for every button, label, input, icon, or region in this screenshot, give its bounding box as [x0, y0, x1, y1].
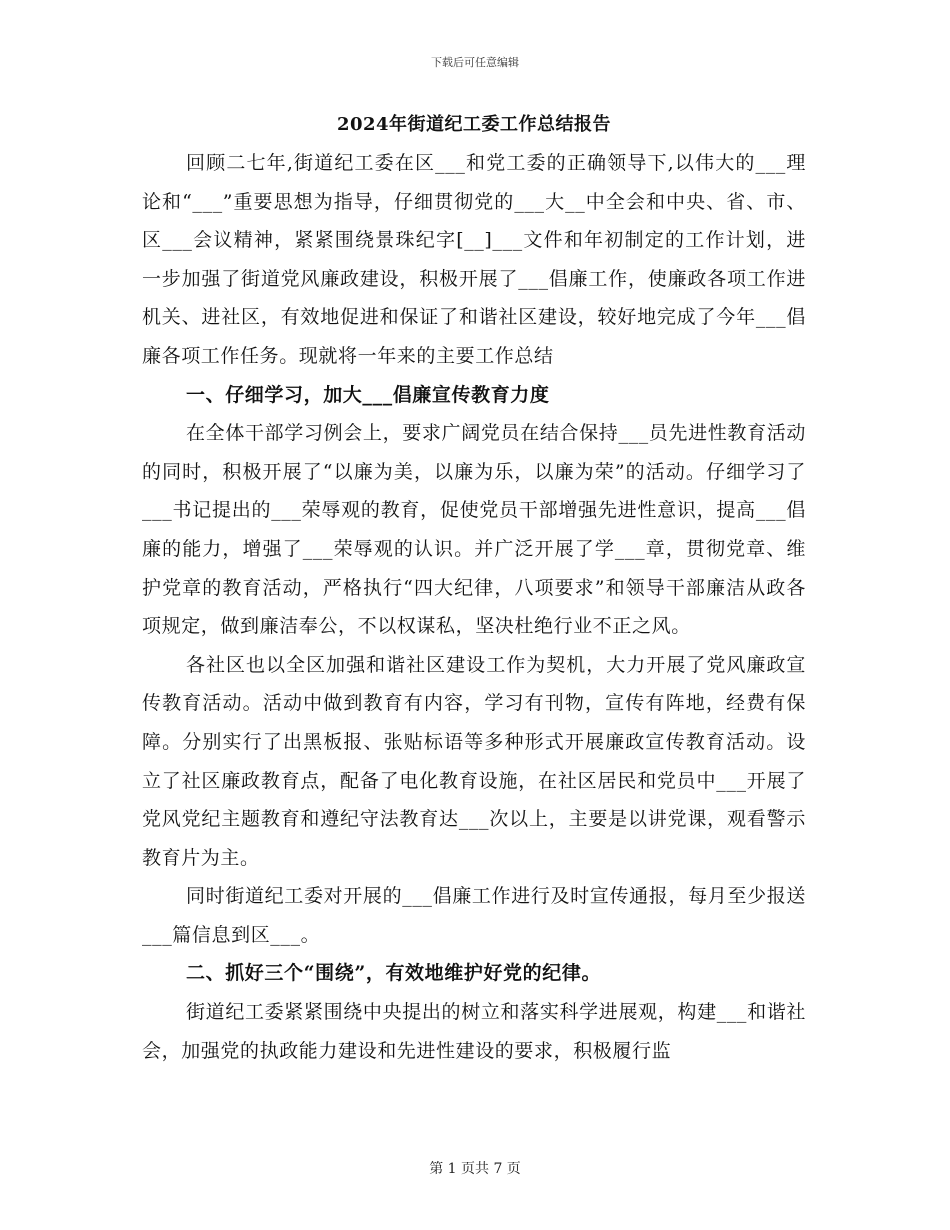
page-header-note: 下载后可任意编辑 — [431, 56, 519, 69]
section-2-heading: 二、抓好三个“围绕”，有效地维护好党的纪律。 — [186, 962, 602, 985]
document-body — [142, 110, 806, 1070]
document-title: 2024年街道纪工委工作总结报告 — [336, 114, 612, 135]
section-1-paragraph-1: 在全体干部学习例会上，要求广阔党员在结合保持___员先进性教育活动的同时，积极开展了“以廉为美，以廉为乐，以廉为荣”的活动。仔细学习了___书记提出的___荣辱观的教育，促使党员干部增强先进性意识，提高___倡廉的能力，增强了___荣辱观的认识。并广泛开展了学___章，贯彻党章、维护党章的教育活动，严格执行“四大纪律，八项要求”和领导干部廉洁从政各项规定，做到廉洁奉公，不以权谋私，坚决杜绝行业不正之风。 — [142, 422, 806, 638]
intro-paragraph: 回顾二七年,街道纪工委在区___和党工委的正确领导下,以伟大的___理论和“___”重要思想为指导，仔细贯彻党的___大__中全会和中央、省、市、区___会议精神，紧紧围绕景珠纪字[__]___文件和年初制定的工作计划，进一步加强了街道党风廉政建设，积极开展了___倡廉工作，使廉政各项工作进机关、进社区，有效地促进和保证了和谐社区建设，较好地完成了今年___倡廉各项工作任务。现就将一年来的主要工作总结 — [142, 152, 806, 367]
section-1-paragraph-3: 同时街道纪工委对开展的___倡廉工作进行及时宣传通报，每月至少报送___篇信息到区___。 — [142, 885, 806, 946]
section-1-paragraph-2: 各社区也以全区加强和谐社区建设工作为契机，大力开展了党风廉政宣传教育活动。活动中做到教育有内容，学习有刊物，宣传有阵地，经费有保障。分别实行了出黑板报、张贴标语等多种形式开展廉政宣传教育活动。设立了社区廉政教育点，配备了电化教育设施，在社区居民和党员中___开展了党风党纪主题教育和遵纪守法教育达___次以上，主要是以讲党课，观看警示教育片为主。 — [142, 653, 806, 869]
section-2-paragraph-1: 街道纪工委紧紧围绕中央提出的树立和落实科学进展观，构建___和谐社会，加强党的执政能力建设和先进性建设的要求，积极履行监 — [142, 1001, 806, 1062]
section-1-heading: 一、仔细学习，加大___倡廉宣传教育力度 — [186, 383, 550, 406]
page-footer: 第 1 页共 7 页 — [429, 1161, 521, 1177]
